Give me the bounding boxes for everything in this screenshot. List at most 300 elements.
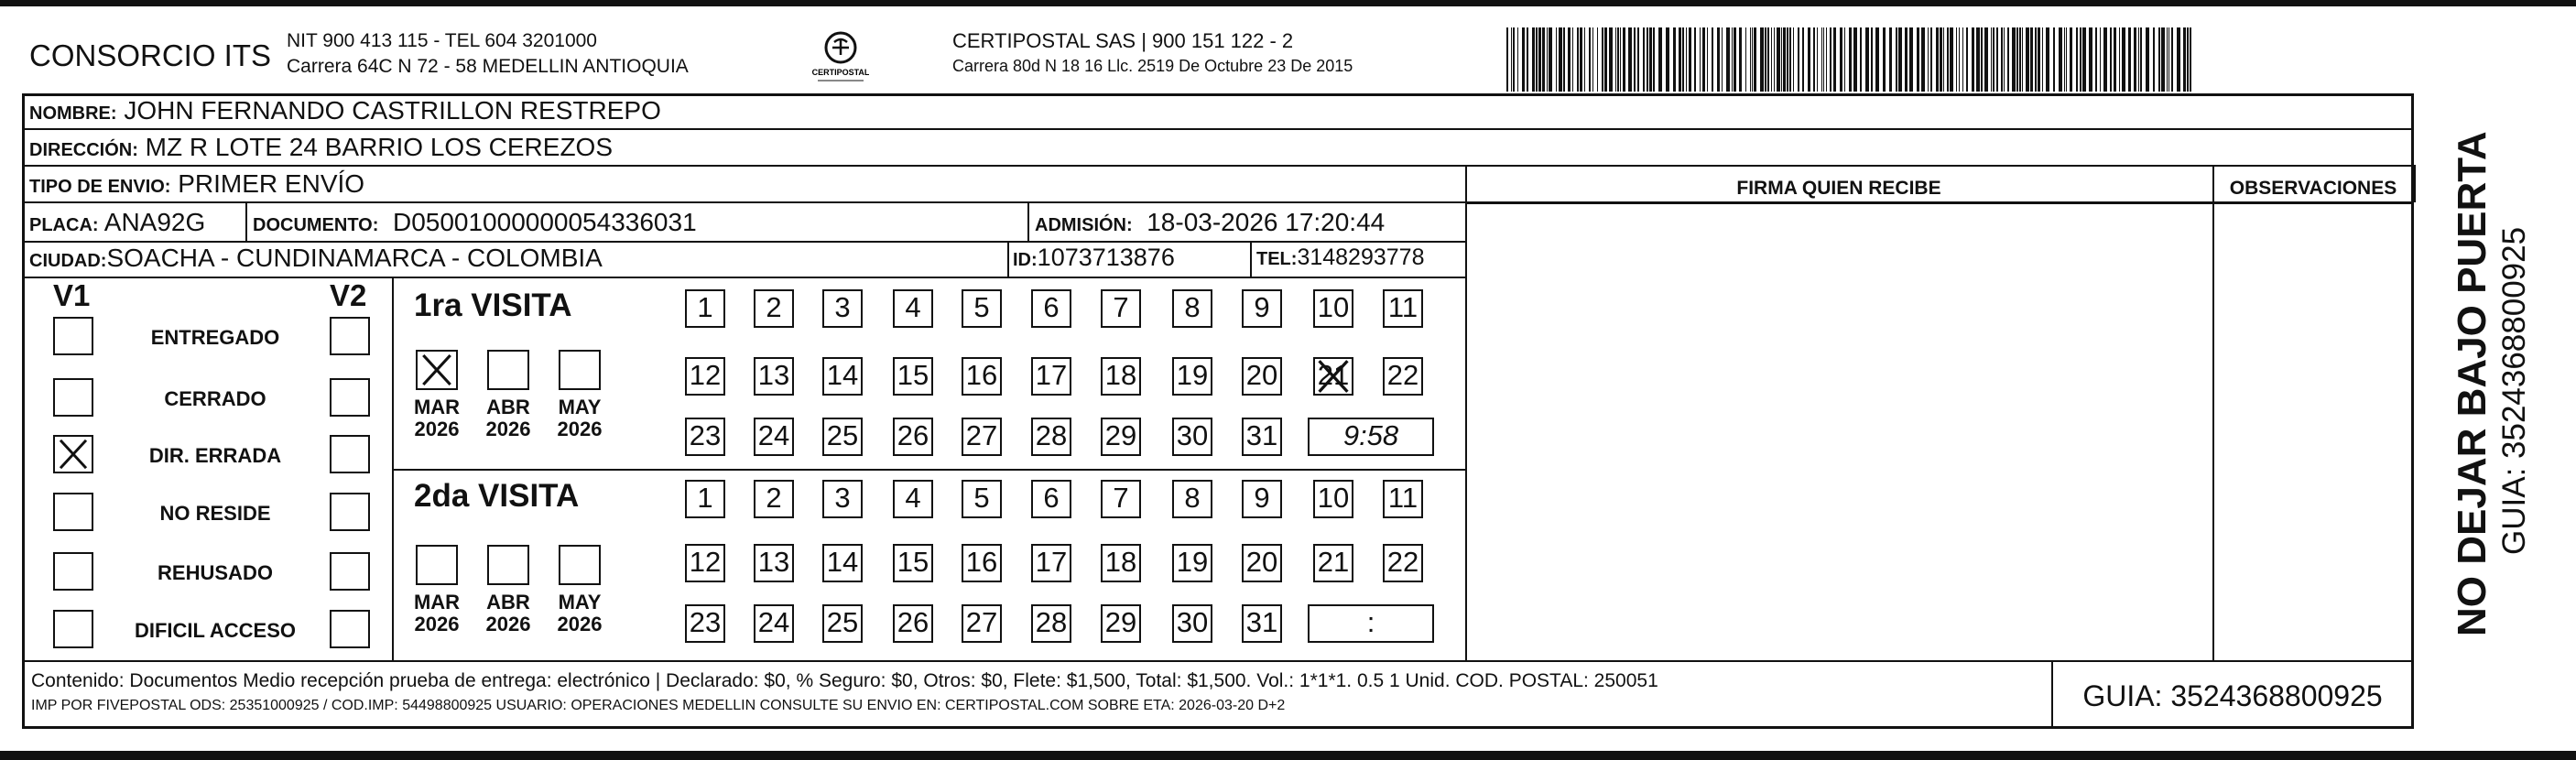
barcode-bar <box>1889 27 1892 92</box>
barcode-bar <box>1694 27 1696 92</box>
cell-divider <box>1027 201 1029 241</box>
admision-field: ADMISIÓN: 18-03-2026 17:20:44 <box>1035 208 1386 236</box>
barcode-bar <box>1976 27 1980 92</box>
barcode-bar <box>1712 27 1713 92</box>
barcode-bar <box>1936 27 1939 92</box>
day-box[interactable]: 1 <box>685 289 725 328</box>
day-box[interactable]: 4 <box>893 289 933 328</box>
barcode-bar <box>2080 27 2081 92</box>
barcode-bar <box>1726 27 1730 92</box>
certipostal-logo <box>812 27 869 88</box>
barcode-bar <box>1577 27 1579 92</box>
barcode-bar <box>2019 27 2021 92</box>
barcode-bar <box>1649 27 1652 92</box>
v1-checkbox[interactable] <box>53 610 93 648</box>
barcode-bar <box>2038 27 2040 92</box>
barcode-bar <box>1909 27 1913 92</box>
barcode-bar <box>2046 27 2049 92</box>
barcode-bar <box>2059 27 2062 92</box>
barcode-bar <box>1754 27 1756 92</box>
barcode-bar <box>1898 27 1902 92</box>
company-address: Carrera 64C N 72 - 58 MEDELLIN ANTIOQUIA <box>287 56 689 77</box>
barcode-bar <box>2134 27 2136 92</box>
barcode-bar <box>1563 27 1565 92</box>
barcode-bar <box>1817 27 1818 92</box>
bottom-border <box>0 751 2576 760</box>
month-label: MAY <box>558 591 602 613</box>
month-label: MAR <box>413 396 461 418</box>
barcode-bar <box>1556 27 1557 92</box>
barcode-bar <box>1781 27 1782 92</box>
day-box[interactable]: 7 <box>1101 289 1141 328</box>
barcode-bar <box>1673 27 1676 92</box>
day-box[interactable]: 1 <box>685 480 725 518</box>
visit1-title: 1ra VISITA <box>414 288 572 323</box>
day-box[interactable]: 16 <box>962 357 1002 396</box>
v2-checkbox[interactable] <box>330 493 370 531</box>
day-box[interactable]: 7 <box>1101 480 1141 518</box>
day-box[interactable]: 24 <box>754 604 794 643</box>
barcode-bar <box>1789 27 1791 92</box>
barcode-bar <box>1511 27 1512 92</box>
barcode-bar <box>1821 27 1822 92</box>
ciudad-field: CIUDAD:SOACHA - CUNDINAMARCA - COLOMBIA <box>29 244 603 272</box>
barcode-bar <box>2177 27 2180 92</box>
barcode-bar <box>1513 27 1515 92</box>
row-divider <box>24 128 2414 130</box>
barcode-bar <box>1871 27 1873 92</box>
month-checkbox[interactable] <box>416 545 458 585</box>
barcode-bar <box>2122 27 2125 92</box>
barcode-bar <box>1984 27 1988 92</box>
observaciones-header: OBSERVACIONES <box>2229 178 2397 199</box>
barcode-bar <box>1707 27 1708 92</box>
month-label: ABR <box>486 591 530 613</box>
month-checkbox[interactable] <box>559 350 601 390</box>
barcode-bar <box>2140 27 2142 92</box>
barcode-bar <box>2064 27 2065 92</box>
barcode-bar <box>1745 27 1746 92</box>
month-checkbox[interactable] <box>416 350 458 390</box>
barcode-bar <box>1750 27 1751 92</box>
day-box[interactable]: 25 <box>822 418 863 456</box>
barcode-bar <box>2158 27 2160 92</box>
day-box[interactable]: 17 <box>1031 544 1071 582</box>
row-divider <box>24 165 2414 167</box>
barcode-bar <box>1826 27 1827 92</box>
day-box[interactable]: 19 <box>1172 544 1212 582</box>
day-box[interactable]: 20 <box>1242 357 1282 396</box>
company-name: CONSORCIO ITS <box>29 38 272 72</box>
day-box[interactable]: 10 <box>1313 480 1353 518</box>
day-box[interactable]: 26 <box>893 418 933 456</box>
barcode-bar <box>1517 27 1518 92</box>
barcode-bar <box>1734 27 1736 92</box>
barcode-bar <box>1634 27 1636 92</box>
barcode <box>1506 27 2193 92</box>
day-box[interactable]: 20 <box>1242 544 1282 582</box>
barcode-bar <box>2066 27 2067 92</box>
barcode-bar <box>1787 27 1788 92</box>
day-box[interactable]: 30 <box>1172 604 1212 643</box>
day-box[interactable]: 22 <box>1383 357 1423 396</box>
barcode-bar <box>2187 27 2189 92</box>
time-box[interactable]: 9:58 <box>1308 418 1434 456</box>
barcode-bar <box>2119 27 2120 92</box>
barcode-bar <box>1830 27 1831 92</box>
day-box[interactable]: 21 <box>1313 544 1353 582</box>
logo-text: CERTIPOSTAL <box>812 68 869 77</box>
barcode-bar <box>1823 27 1824 92</box>
day-box[interactable]: 6 <box>1031 480 1071 518</box>
company-nit: NIT 900 413 115 - TEL 604 3201000 <box>287 30 597 51</box>
day-box[interactable]: 21 <box>1313 357 1353 396</box>
status-label: DIR. ERRADA <box>148 444 282 467</box>
barcode-bar <box>2030 27 2033 92</box>
barcode-bar <box>1921 27 1925 92</box>
month-checkbox[interactable] <box>487 545 529 585</box>
barcode-bar <box>1522 27 1525 92</box>
barcode-bar <box>1905 27 1908 92</box>
barcode-bar <box>1527 27 1528 92</box>
barcode-bar <box>2042 27 2043 92</box>
barcode-bar <box>1679 27 1681 92</box>
barcode-bar <box>1589 27 1591 92</box>
firma-header: FIRMA QUIEN RECIBE <box>1736 178 1941 199</box>
day-box[interactable]: 3 <box>822 289 863 328</box>
barcode-bar <box>1604 27 1607 92</box>
barcode-bar <box>1682 27 1684 92</box>
day-box[interactable]: 9 <box>1242 480 1282 518</box>
barcode-bar <box>2053 27 2055 92</box>
day-box[interactable]: 8 <box>1172 480 1212 518</box>
barcode-bar <box>1883 27 1886 92</box>
barcode-bar <box>1643 27 1645 92</box>
day-box[interactable]: 14 <box>822 544 863 582</box>
barcode-bar <box>2167 27 2168 92</box>
side-warning: NO DEJAR BAJO PUERTA <box>2450 131 2494 636</box>
barcode-bar <box>1808 27 1810 92</box>
day-box[interactable]: 14 <box>822 357 863 396</box>
barcode-bar <box>1896 27 1897 92</box>
barcode-bar <box>2001 27 2003 92</box>
barcode-bar <box>2146 27 2149 92</box>
status-label: ENTREGADO <box>150 326 280 349</box>
status-label: CERRADO <box>164 387 266 410</box>
day-box[interactable]: 28 <box>1031 604 1071 643</box>
barcode-bar <box>1771 27 1772 92</box>
cell-divider <box>1007 241 1009 277</box>
barcode-bar <box>1802 27 1804 92</box>
day-mark-icon <box>1313 357 1353 396</box>
id-field: ID:1073713876 <box>1013 244 1175 271</box>
barcode-bar <box>2114 27 2116 92</box>
day-box[interactable]: 24 <box>754 418 794 456</box>
barcode-bar <box>1542 27 1545 92</box>
barcode-bar <box>1658 27 1662 92</box>
barcode-bar <box>1615 27 1616 92</box>
day-box[interactable]: 13 <box>754 544 794 582</box>
barcode-bar <box>1628 27 1632 92</box>
row-divider <box>24 660 2414 662</box>
day-box[interactable]: 16 <box>962 544 1002 582</box>
barcode-bar <box>1689 27 1691 92</box>
barcode-bar <box>1617 27 1619 92</box>
barcode-bar <box>1538 27 1541 92</box>
barcode-bar <box>1647 27 1648 92</box>
barcode-bar <box>1940 27 1942 92</box>
barcode-bar <box>2183 27 2186 92</box>
day-box[interactable]: 4 <box>893 480 933 518</box>
barcode-bar <box>2016 27 2018 92</box>
barcode-bar <box>1580 27 1582 92</box>
status-label: NO RESIDE <box>159 502 271 525</box>
barcode-bar <box>1959 27 1960 92</box>
day-box[interactable]: 27 <box>962 604 1002 643</box>
month-year: 2026 <box>557 418 603 440</box>
month-checkbox[interactable] <box>487 350 529 390</box>
day-box[interactable]: 10 <box>1313 289 1353 328</box>
barcode-bar <box>1991 27 1992 92</box>
barcode-bar <box>2168 27 2169 92</box>
month-year: 2026 <box>414 418 460 440</box>
barcode-bar <box>1568 27 1571 92</box>
barcode-bar <box>2035 27 2037 92</box>
barcode-bar <box>2103 27 2107 92</box>
barcode-bar <box>1840 27 1842 92</box>
v2-checkbox[interactable] <box>330 317 370 355</box>
day-box[interactable]: 2 <box>754 289 794 328</box>
month-year: 2026 <box>485 418 531 440</box>
v1-label: V1 <box>53 278 91 312</box>
day-box[interactable]: 29 <box>1101 418 1141 456</box>
barcode-bar <box>1783 27 1786 92</box>
barcode-bar <box>1793 27 1794 92</box>
barcode-bar <box>1547 27 1548 92</box>
barcode-bar <box>2100 27 2101 92</box>
month-label: MAY <box>558 396 602 418</box>
barcode-bar <box>1956 27 1957 92</box>
barcode-bar <box>1717 27 1720 92</box>
day-box[interactable]: 19 <box>1172 357 1212 396</box>
row-divider <box>392 469 1465 471</box>
v2-checkbox[interactable] <box>330 435 370 473</box>
month-label: ABR <box>486 396 530 418</box>
row-divider <box>24 277 1466 278</box>
barcode-bar <box>1549 27 1552 92</box>
barcode-bar <box>1966 27 1968 92</box>
day-box[interactable]: 8 <box>1172 289 1212 328</box>
v2-label: V2 <box>330 278 367 312</box>
barcode-bar <box>2026 27 2029 92</box>
barcode-bar <box>1777 27 1780 92</box>
barcode-bar <box>1732 27 1733 92</box>
day-box[interactable]: 15 <box>893 357 933 396</box>
barcode-bar <box>2161 27 2165 92</box>
day-box[interactable]: 13 <box>754 357 794 396</box>
day-box[interactable]: 22 <box>1383 544 1423 582</box>
v2-checkbox[interactable] <box>330 552 370 591</box>
barcode-bar <box>1653 27 1655 92</box>
placa-field: PLACA: ANA92G <box>29 208 206 236</box>
barcode-bar <box>1532 27 1535 92</box>
guia-box: GUIA: 3524368800925 <box>2082 679 2383 712</box>
day-box[interactable]: 28 <box>1031 418 1071 456</box>
row-divider <box>1465 202 2414 204</box>
barcode-bar <box>1623 27 1625 92</box>
barcode-bar <box>1584 27 1585 92</box>
day-box[interactable]: 3 <box>822 480 863 518</box>
barcode-bar <box>1602 27 1603 92</box>
barcode-bar <box>1774 27 1775 92</box>
day-box[interactable]: 5 <box>962 289 1002 328</box>
cell-divider <box>245 201 247 241</box>
barcode-bar <box>2089 27 2092 92</box>
barcode-bar <box>2128 27 2131 92</box>
day-box[interactable]: 5 <box>962 480 1002 518</box>
barcode-bar <box>1993 27 1994 92</box>
barcode-bar <box>2070 27 2072 92</box>
v2-checkbox[interactable] <box>330 378 370 417</box>
day-box[interactable]: 9 <box>1242 289 1282 328</box>
day-box[interactable]: 11 <box>1383 289 1423 328</box>
day-box[interactable]: 18 <box>1101 544 1141 582</box>
day-box[interactable]: 25 <box>822 604 863 643</box>
barcode-bar <box>1559 27 1562 92</box>
barcode-bar <box>1597 27 1598 92</box>
barcode-bar <box>1637 27 1639 92</box>
courier-name: CERTIPOSTAL SAS | 900 151 122 - 2 <box>952 29 1294 52</box>
day-box[interactable]: 18 <box>1101 357 1141 396</box>
month-checkbox[interactable] <box>559 545 601 585</box>
barcode-bar <box>1813 27 1815 92</box>
barcode-bar <box>2138 27 2139 92</box>
barcode-bar <box>2190 27 2191 92</box>
v1-checkbox[interactable] <box>53 378 93 417</box>
barcode-bar <box>1950 27 1953 92</box>
barcode-bar <box>1620 27 1621 92</box>
day-box[interactable]: 30 <box>1172 418 1212 456</box>
documento-field: DOCUMENTO: D05001000000054336031 <box>253 208 697 236</box>
barcode-bar <box>1930 27 1932 92</box>
barcode-bar <box>1962 27 1963 92</box>
barcode-bar <box>1947 27 1949 92</box>
visit2-title: 2da VISITA <box>414 478 580 514</box>
day-box[interactable]: 31 <box>1242 604 1282 643</box>
barcode-bar <box>1765 27 1766 92</box>
barcode-bar <box>1536 27 1538 92</box>
day-box[interactable]: 15 <box>893 544 933 582</box>
barcode-bar <box>1506 27 1508 92</box>
barcode-bar <box>2082 27 2086 92</box>
barcode-bar <box>2007 27 2009 92</box>
barcode-bar <box>2110 27 2112 92</box>
day-box[interactable]: 11 <box>1383 480 1423 518</box>
day-box[interactable]: 26 <box>893 604 933 643</box>
column-divider <box>2212 165 2214 660</box>
tel-field: TEL:3148293778 <box>1256 244 1425 270</box>
month-label: MAR <box>413 591 461 613</box>
direccion-row: DIRECCIÓN: MZ R LOTE 24 BARRIO LOS CEREZOS <box>29 133 614 161</box>
barcode-bar <box>1928 27 1929 92</box>
side-guia: GUIA: 3524368800925 <box>2496 226 2532 555</box>
barcode-bar <box>1981 27 1983 92</box>
time-box[interactable]: : <box>1308 604 1434 643</box>
barcode-bar <box>1700 27 1701 92</box>
barcode-bar <box>1943 27 1944 92</box>
footer-print-info: IMP POR FIVEPOSTAL ODS: 25351000925 / COD.IMP: 54498800925 USUARIO: OPERACIONES MEDELLIN CONSULTE SU ENVIO EN: CERTIPOSTAL.COM SOBRE ETA: 2026-03-20 D+2 <box>31 698 1286 713</box>
barcode-bar <box>1722 27 1723 92</box>
month-year: 2026 <box>485 613 531 635</box>
day-box[interactable]: 29 <box>1101 604 1141 643</box>
barcode-bar <box>1760 27 1764 92</box>
cell-divider <box>1250 241 1252 277</box>
barcode-bar <box>1860 27 1862 92</box>
barcode-bar <box>2012 27 2016 92</box>
barcode-bar <box>1917 27 1919 92</box>
column-divider <box>1465 165 1467 660</box>
barcode-bar <box>1752 27 1753 92</box>
barcode-bar <box>1865 27 1869 92</box>
barcode-bar <box>1844 27 1845 92</box>
v1-checkbox[interactable] <box>53 552 93 591</box>
barcode-bar <box>1686 27 1687 92</box>
day-box[interactable]: 2 <box>754 480 794 518</box>
top-border <box>0 0 2576 6</box>
v1-checkbox[interactable] <box>53 493 93 531</box>
barcode-bar <box>1849 27 1852 92</box>
tipo-row: TIPO DE ENVIO: PRIMER ENVÍO <box>29 169 365 198</box>
barcode-bar <box>1702 27 1705 92</box>
v1-checkbox[interactable] <box>53 435 93 473</box>
v2-checkbox[interactable] <box>330 610 370 648</box>
day-box[interactable]: 12 <box>685 357 725 396</box>
courier-address: Carrera 80d N 18 16 Llc. 2519 De Octubre 23 De 2015 <box>952 57 1353 75</box>
barcode-bar <box>1572 27 1573 92</box>
barcode-bar <box>1609 27 1613 92</box>
barcode-bar <box>1798 27 1799 92</box>
status-label: DIFICIL ACCESO <box>134 619 296 642</box>
month-year: 2026 <box>557 613 603 635</box>
day-box[interactable]: 6 <box>1031 289 1071 328</box>
day-box[interactable]: 31 <box>1242 418 1282 456</box>
barcode-bar <box>1666 27 1669 92</box>
barcode-bar <box>1972 27 1974 92</box>
v1-checkbox[interactable] <box>53 317 93 355</box>
status-label: REHUSADO <box>158 561 273 584</box>
nombre-row: NOMBRE: JOHN FERNANDO CASTRILLON RESTREPO <box>29 96 661 125</box>
barcode-bar <box>1853 27 1857 92</box>
footer-content: Contenido: Documentos Medio recepción prueba de entrega: electrónico | Declarado: $0, % Seguro: $0, Otros: $0, Flete: $1,500, Total: $1,500. Vol.: 1*1*1. 0.5 1 Unid. COD. POSTAL: 250051 <box>31 670 1658 691</box>
barcode-bar <box>1833 27 1836 92</box>
day-box[interactable]: 23 <box>685 604 725 643</box>
barcode-bar <box>1996 27 1998 92</box>
month-year: 2026 <box>414 613 460 635</box>
day-box[interactable]: 27 <box>962 418 1002 456</box>
barcode-bar <box>1875 27 1879 92</box>
barcode-bar <box>1739 27 1742 92</box>
barcode-bar <box>2153 27 2155 92</box>
column-divider <box>2414 165 2416 202</box>
day-box[interactable]: 17 <box>1031 357 1071 396</box>
day-box[interactable]: 23 <box>685 418 725 456</box>
barcode-bar <box>2022 27 2023 92</box>
barcode-bar <box>2004 27 2005 92</box>
barcode-bar <box>1767 27 1769 92</box>
day-box[interactable]: 12 <box>685 544 725 582</box>
barcode-bar <box>2095 27 2097 92</box>
barcode-bar <box>2076 27 2078 92</box>
